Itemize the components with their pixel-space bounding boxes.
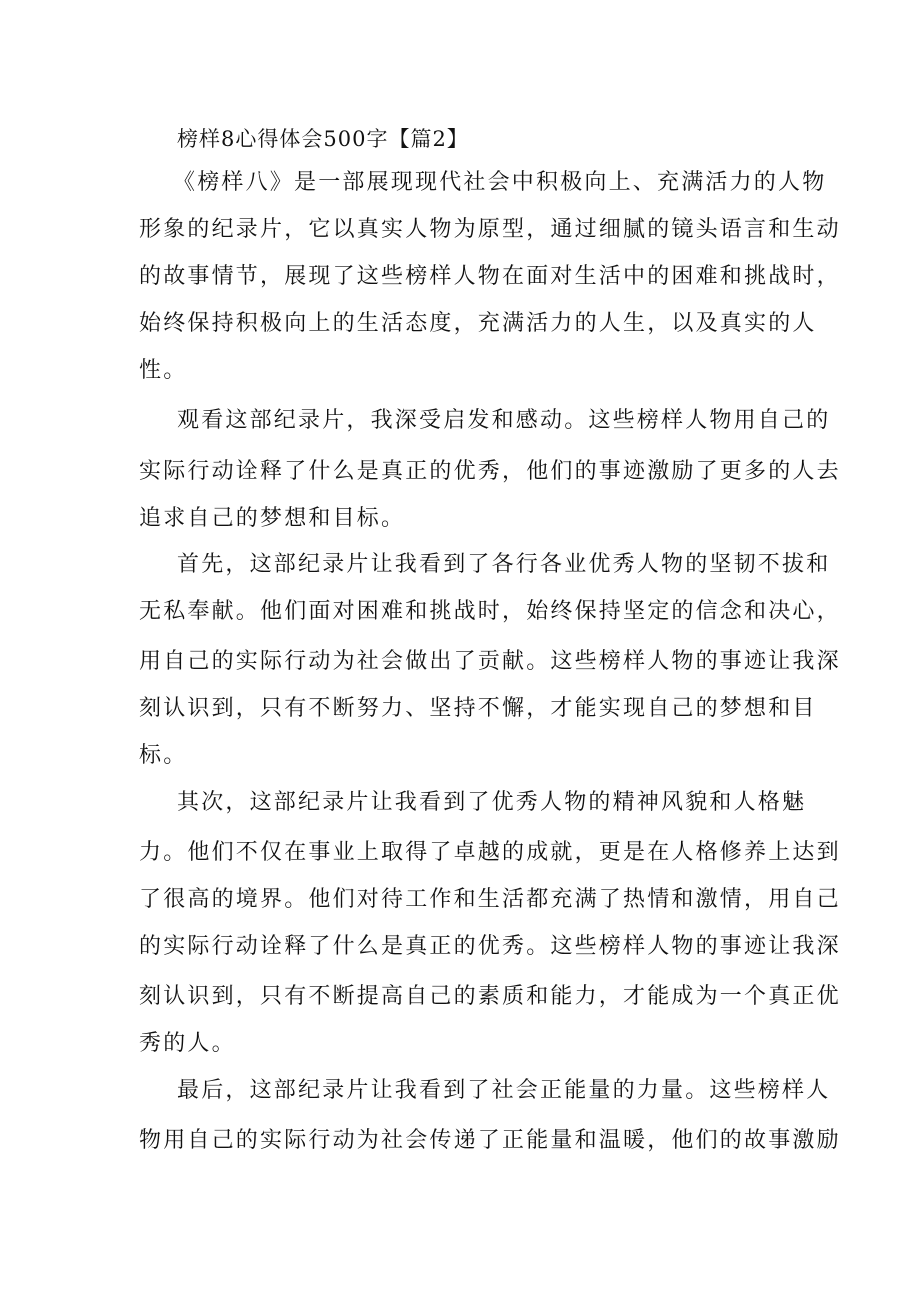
paragraph-4-line-4: 的实际行动诠释了什么是真正的优秀。这些榜样人物的事迹让我深 [139,934,841,959]
paragraph-3-line-1: 首先，这部纪录片让我看到了各行各业优秀人物的坚韧不拔和 [177,552,831,577]
document-title: 榜样8心得体会500字【篇2】 [177,127,469,151]
paragraph-1-line-3: 的故事情节，展现了这些榜样人物在面对生活中的困难和挑战时， [139,264,841,289]
paragraph-1-line-2: 形象的纪录片，它以真实人物为原型，通过细腻的镜头语言和生动 [139,217,841,242]
paragraph-1-line-4: 始终保持积极向上的生活态度，充满活力的人生，以及真实的人 [139,311,817,336]
paragraph-4-line-1: 其次，这部纪录片让我看到了优秀人物的精神风貌和人格魅 [177,790,807,815]
paragraph-4-line-5: 刻认识到，只有不断提高自己的素质和能力，才能成为一个真正优 [139,984,841,1009]
paragraph-3-line-2: 无私奉献。他们面对困难和挑战时，始终保持坚定的信念和决心， [139,599,841,624]
paragraph-3-line-4: 刻认识到，只有不断努力、坚持不懈，才能实现自己的梦想和目 [139,696,817,721]
paragraph-2-line-3: 追求自己的梦想和目标。 [139,506,406,531]
paragraph-3-line-5: 标。 [139,743,188,768]
paragraph-2-line-2: 实际行动诠释了什么是真正的优秀，他们的事迹激励了更多的人去 [139,459,841,484]
paragraph-4-line-2: 力。他们不仅在事业上取得了卓越的成就，更是在人格修养上达到 [139,840,841,865]
paragraph-5-line-2: 物用自己的实际行动为社会传递了正能量和温暖，他们的故事激励 [139,1128,841,1153]
paragraph-2-line-1: 观看这部纪录片，我深受启发和感动。这些榜样人物用自己的 [177,408,831,433]
paragraph-4-line-6: 秀的人。 [139,1031,236,1056]
paragraph-1-line-5: 性。 [139,358,188,383]
paragraph-4-line-3: 了很高的境界。他们对待工作和生活都充满了热情和激情，用自己 [139,887,841,912]
paragraph-5-line-1: 最后，这部纪录片让我看到了社会正能量的力量。这些榜样人 [177,1078,831,1103]
paragraph-3-line-3: 用自己的实际行动为社会做出了贡献。这些榜样人物的事迹让我深 [139,649,841,674]
paragraph-1-line-1: 《榜样八》是一部展现现代社会中积极向上、充满活力的人物 [173,170,827,195]
